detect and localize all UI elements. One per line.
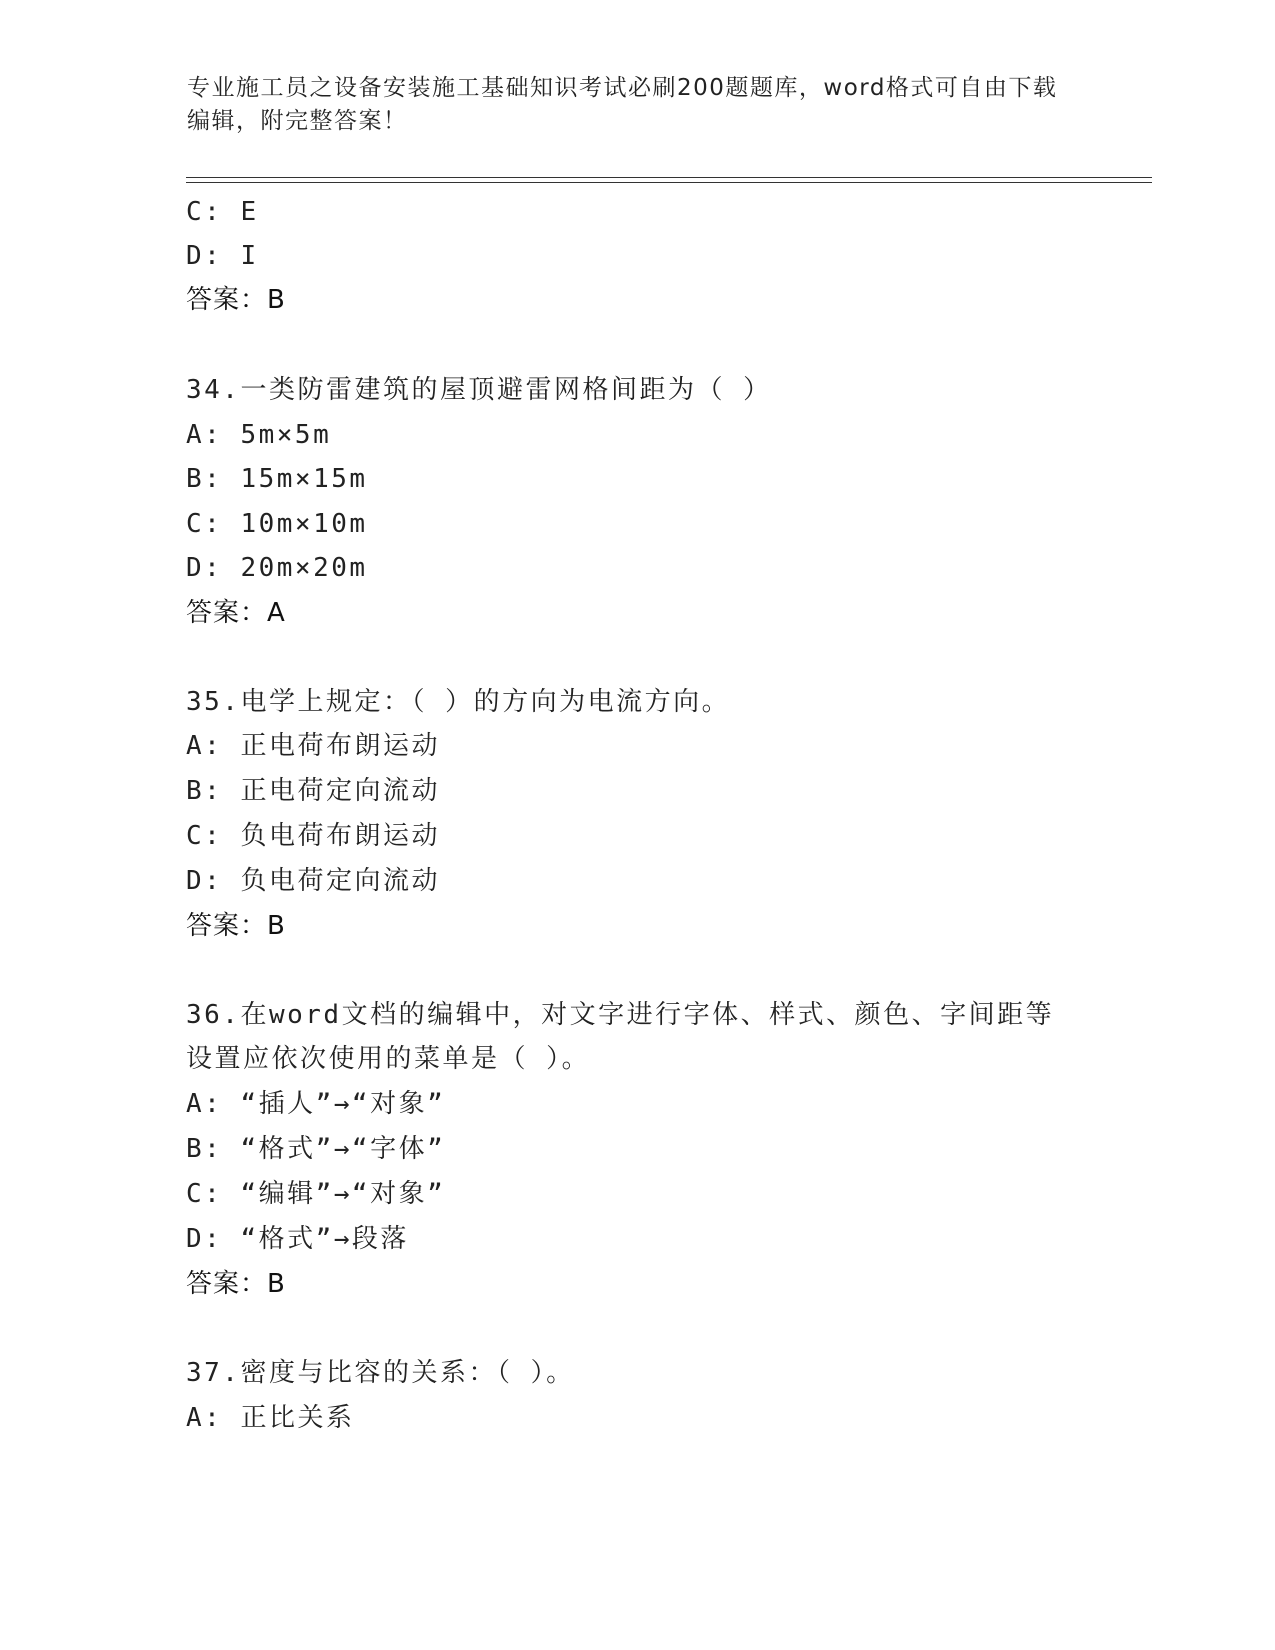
answer-line: 答案：B xyxy=(186,911,286,941)
header-divider-top xyxy=(186,177,1152,178)
option-a: A: 5m×5m xyxy=(186,420,332,450)
header-divider-bottom xyxy=(186,182,1152,183)
question-34-title: 34.一类防雷建筑的屋顶避雷网格间距为（ ） xyxy=(186,375,772,405)
option-a: A: 正电荷布朗运动 xyxy=(186,731,440,761)
option-a: A: “插人”→“对象” xyxy=(186,1089,446,1119)
option-c: C: 负电荷布朗运动 xyxy=(186,821,440,851)
option-a: A: 正比关系 xyxy=(186,1403,355,1433)
option-b: B: 15m×15m xyxy=(186,464,368,494)
question-35-title: 35.电学上规定：（ ）的方向为电流方向。 xyxy=(186,687,731,717)
option-c: C: 10m×10m xyxy=(186,509,368,539)
option-d: D: 负电荷定向流动 xyxy=(186,866,440,896)
header-title-line-2: 编辑，附完整答案！ xyxy=(187,108,408,134)
answer-line: 答案：B xyxy=(186,1269,286,1299)
option-b: B: 正电荷定向流动 xyxy=(186,776,440,806)
option-d: D: “格式”→段落 xyxy=(186,1224,409,1254)
option-d: D: 20m×20m xyxy=(186,553,368,583)
option-b: B: “格式”→“字体” xyxy=(186,1134,446,1164)
question-36-title: 36.在word文档的编辑中，对文字进行字体、样式、颜色、字间距等 xyxy=(186,1000,1055,1030)
option-c: C: “编辑”→“对象” xyxy=(186,1179,446,1209)
question-37-title: 37.密度与比容的关系：（ ）。 xyxy=(186,1358,575,1388)
header-title-line-1: 专业施工员之设备安装施工基础知识考试必刷200题题库，word格式可自由下载 xyxy=(187,75,1058,101)
option-d: D: I xyxy=(186,241,259,271)
option-c: C: E xyxy=(186,197,259,227)
document-header xyxy=(187,72,1087,138)
answer-line: 答案：B xyxy=(186,285,286,315)
answer-line: 答案：A xyxy=(186,598,286,628)
question-36-title-cont: 设置应依次使用的菜单是（ ）。 xyxy=(186,1044,591,1074)
